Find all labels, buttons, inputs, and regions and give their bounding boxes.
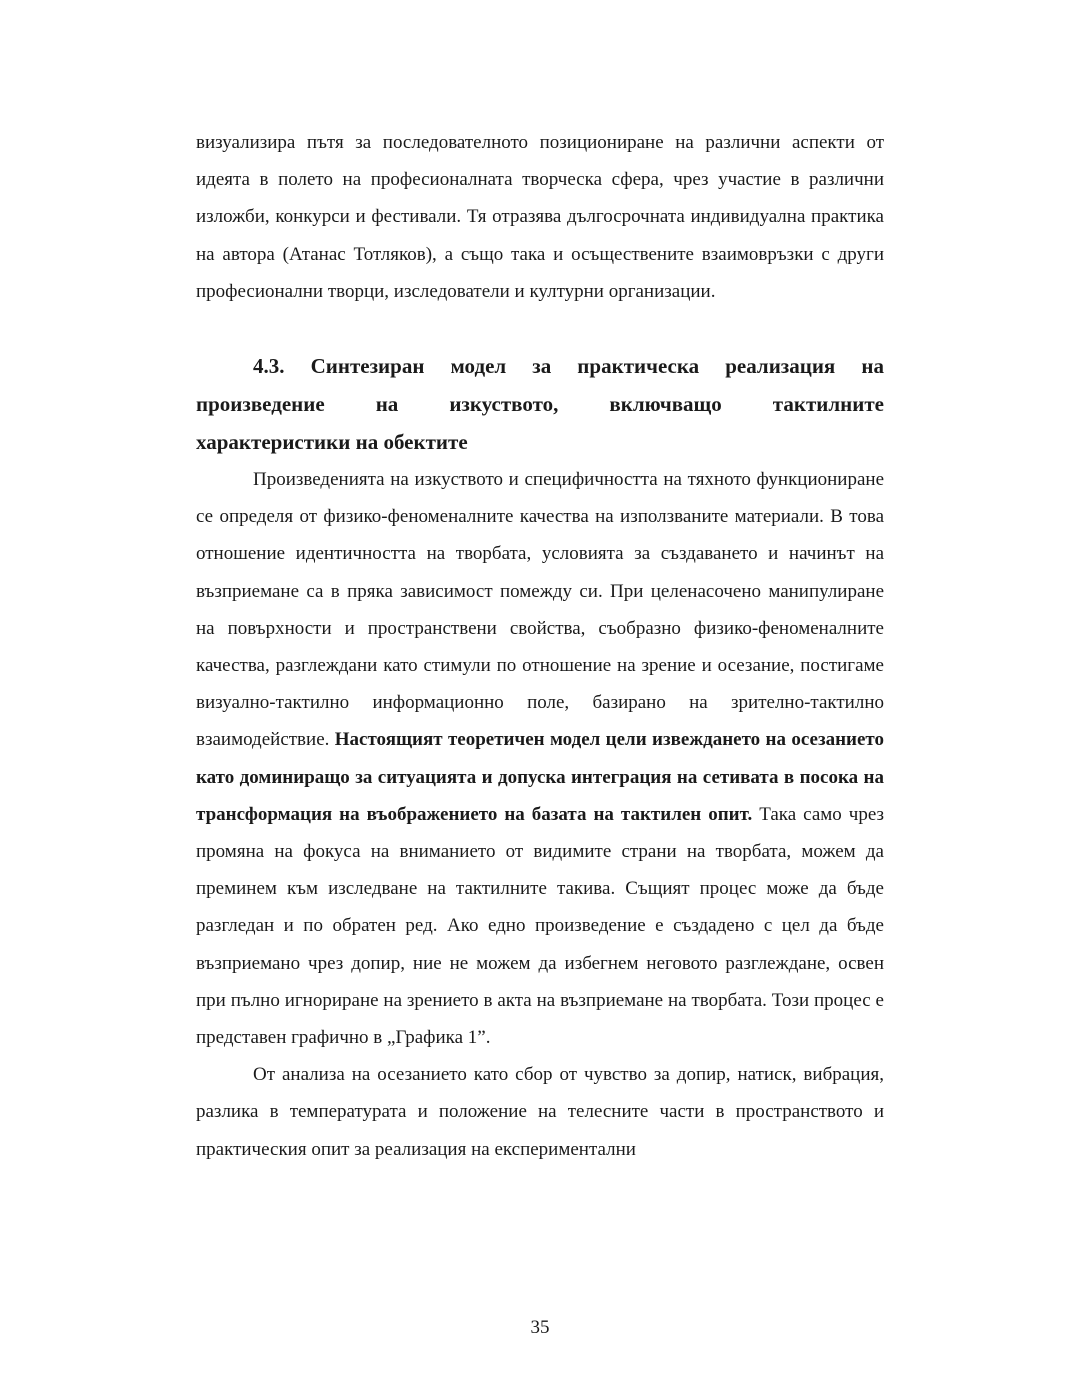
section-heading-line-1: 4.3. Синтезиран модел за практическа реализация на <box>253 354 884 379</box>
page-number: 35 <box>530 1317 550 1338</box>
section-heading <box>196 347 884 461</box>
page-body <box>196 124 884 1168</box>
section-heading-line-3: характеристики на обектите <box>196 430 468 455</box>
body-paragraph-3: От анализа на осезанието като сбор от чувство за допир, натиск, вибрация, разлика в температурата и положение на телесните части в пространството и практическия опит за реализация на експериментални <box>196 1064 884 1160</box>
body-paragraph-2 <box>196 461 884 1056</box>
section-heading-line-2: произведение на изкуството, включващо тактилните <box>196 392 884 417</box>
paragraph-2-bold-emphasis: Настоящият теоретичен модел цели извеждането на осезанието като доминиращо за ситуацията и допуска интеграция на сетивата в посока на трансформация на въображението на базата на тактилен опит. <box>196 729 884 825</box>
paragraph-2-text-end: Така само чрез промяна на фокуса на вниманието от видимите страни на творбата, можем да преминем към изследване на тактилните такива. Същият процес може да бъде разгледан и по обратен ред. Ако едно произведение е създадено с цел да бъде възприемано чрез допир, ние не можем да избегнем неговото разглеждане, освен при пълно игнориране на зрението в акта на възприемане на творбата. Този процес е представен графично в „Графика 1”. <box>196 803 884 1049</box>
intro-paragraph: визуализира пътя за последователното позициониране на различни аспекти от идеята в полето на професионалната творческа сфера, чрез участие в различни изложби, конкурси и фестивали. Тя отразява дългосрочната индивидуална практика на автора (Атанас Тотляков), а също така и осъществените взаимовръзки с други професионални творци, изследователи и културни организации. <box>196 132 884 302</box>
paragraph-2-text-start: Произведенията на изкуството и специфичността на тяхното функциониране се определя от физико-феноменалните качества на използваните материали. В това отношение идентичността на творбата, условията за създаването и начинът на възприемане са в пряка зависимост помежду си. При целенасочено манипулиране на повърхности и пространствени свойства, съобразно физико-феноменалните качества, разглеждани като стимули по отношение на зрение и осезание, постигаме визуално-тактилно информационно поле, базирано на зрително-тактилно взаимодействие. <box>196 469 884 751</box>
